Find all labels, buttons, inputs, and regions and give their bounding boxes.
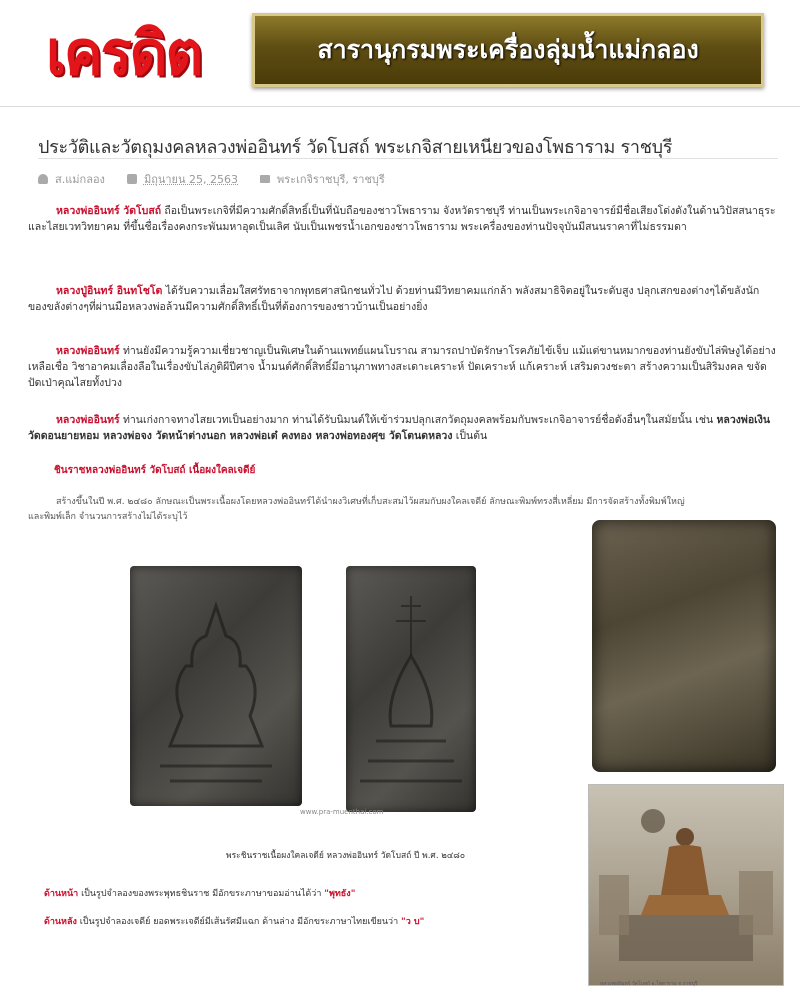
post-meta [38,170,385,188]
monk-figure [589,785,783,985]
site-banner[interactable]: สารานุกรมพระเครื่องลุ่มน้ำแม่กลอง [252,13,764,87]
back-label: ด้านหลัง [44,917,77,927]
front-quote: "พุทธัง" [324,889,356,899]
paragraph-1 [28,203,776,235]
back-quote: "ว บ" [401,917,425,927]
photo-caption: หลวงพ่ออินทร์ วัดโบสถ์ อ.โพธาราม จ.ราชบุรี [600,981,698,987]
folder-icon [260,175,270,183]
category-links[interactable]: พระเกจิราชบุรี, ราชบุรี [277,173,385,186]
paragraph-3 [28,343,776,391]
site-logo[interactable]: เครดิต [46,17,202,89]
paragraph-text: ท่านเก่งกาจทางไสยเวทเป็นอย่างมาก ท่านได้รับนิมนต์ให้เข้าร่วมปลุกเสกวัตถุมงคลพร้อมกับพระเกจิอาจารย์ชื่อดังอื่นๆในสมัยนั้น เช่น [119,414,717,426]
post-date[interactable]: มิถุนายน 25, 2563 [143,173,238,186]
highlight-name: หลวงพ่ออินทร์ วัดโบสถ์ [56,205,162,217]
monk-photo [588,784,784,986]
title-divider [38,158,778,159]
front-label: ด้านหน้า [44,889,79,899]
front-description [44,886,355,900]
section-subheading: ชินราชหลวงพ่ออินทร์ วัดโบสถ์ เนื้อผงใคลเจดีย์ [54,465,256,476]
author-link[interactable]: ส.แม่กลอง [55,173,105,186]
highlight-name: หลวงพ่ออินทร์ [56,414,120,426]
paragraph-text: เป็นต้น [452,430,488,442]
paragraph-text: ท่านยังมีความรู้ความเชี่ยวชาญเป็นพิเศษในด้านแพทย์แผนโบราณ สามารถปาบัดรักษาโรคภัยไข้เจ็บ แม้แต่ขานหมากของท่านยังขับไล่พิษงูได้อย่างเหลือเชื่อ วิชาอาคมเลื่องลือในเรื่องขับไล่ภูติผีปีศาจ น้ำมนต์ศักดิ์สิทธิ์มีอานุภาพทางสะเดาะเคราะห์ ปัดเคราะห์ แก้เคราะห์ เสริมดวงชะตา สร้างความเป็นสิริมงคล ขจัดปัดเป่าคุณไสยทั้งปวง [28,345,776,389]
amulet-closeup-image [592,520,776,772]
back-description [44,914,424,928]
amulet-back [346,566,476,812]
paragraph-4 [28,412,776,444]
highlight-names: หลวงพ่อเงิน วัดดอนยายหอม หลวงพ่อจง วัดหน้าต่างนอก หลวงพ่อเต๋ คงทอง หลวงพ่อทองศุข วัดโตนดหลวง [28,414,771,442]
paragraph-text: ถือเป็นพระเกจิที่มีความศักดิ์สิทธิ์เป็นที่นับถือของชาวโพธาราม จังหวัดราชบุรี ท่านเป็นพระเกจิอาจารย์มีชื่อเสียงโด่งดังในด้านวิปัสสนาธุระและไสยเวทวิทยาคม ที่ขึ้นชื่อเรื่องคงกระพันมหาอุดเป็นเลิศ นับเป็นเพชรน้ำเอกของชาวโพธาราม พระเครื่องของท่านปัจจุบันมีสนนราคาที่ไม่ธรรมดา [28,205,776,233]
paragraph-text: ได้รับความเลื่อมใสศรัทธาจากพุทธศาสนิกชนทั่วไป ด้วยท่านมีวิทยาคมแก่กล้า พลังสมาธิจิตอยู่ในระดับสูง ปลุกเสกของต่างๆได้ขลังนัก ของขลังต่างๆที่ผ่านมือหลวงพ่อล้วนมีความศักดิ์สิทธิ์เป็นที่ต้องการของชาวบ้านเป็นอย่างยิ่ง [28,285,760,313]
calendar-icon [127,174,137,184]
user-icon [38,174,48,184]
chedi-figure [346,566,476,812]
article-title: ประวัติและวัตถุมงคลหลวงพ่ออินทร์ วัดโบสถ์ พระเกจิสายเหนียวของโพธาราม ราชบุรี [38,137,673,159]
paragraph-2 [28,283,776,315]
highlight-name: หลวงปู่อินทร์ อินทโชโต [56,285,163,297]
image-watermark: www.pra-muenthai.com [300,808,384,816]
amulet-front [130,566,302,806]
back-text: เป็นรูปจำลองเจดีย์ ยอดพระเจดีย์มีเส้นรัศมีแฉก ด้านล่าง มีอักขระภาษาไทยเขียนว่า [76,917,402,927]
amulet-image [124,558,490,864]
image-caption: พระชินราชเนื้อผงใคลเจดีย์ หลวงพ่ออินทร์ วัดโบสถ์ ปี พ.ศ. ๒๔๘๐ [226,851,466,861]
small-paragraph: สร้างขึ้นในปี พ.ศ. ๒๔๘๐ ลักษณะเป็นพระเนื้อผงโดยหลวงพ่ออินทร์ได้นำผงวิเศษที่เก็บสะสมไว้ผสมกับผงใคลเจดีย์ ลักษณะพิมพ์ทรงสี่เหลี่ยม มีการจัดสร้างทั้งพิมพ์ใหญ่และพิมพ์เล็ก จำนวนการสร้างไม่ได้ระบุไว้ [28,497,685,522]
buddha-figure [130,566,302,806]
header-divider [0,106,800,107]
highlight-name: หลวงพ่ออินทร์ [56,345,120,357]
front-text: เป็นรูปจำลองของพระพุทธชินราช มีอักขระภาษาขอมอ่านได้ว่า [78,889,325,899]
